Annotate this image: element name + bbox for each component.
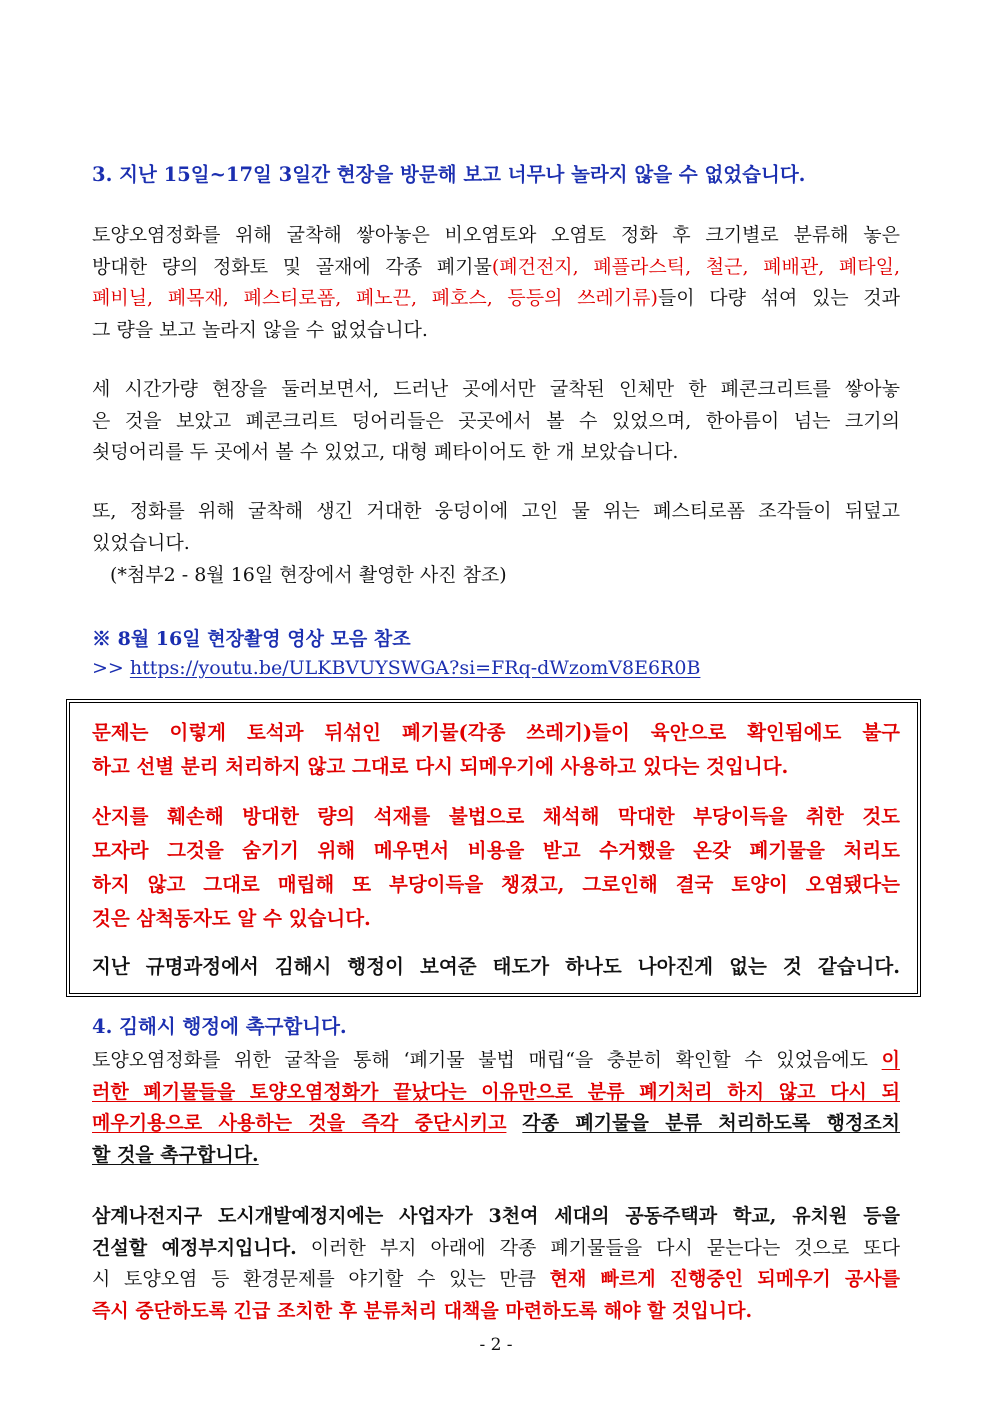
paragraph-line [92,283,900,315]
demand-text: 메우기용으로 사용하는 것을 즉각 중단시키고 [92,1112,507,1134]
box-paragraph-3 [92,950,900,984]
box-line: 것은 삼척동자도 알 수 있습니다. [92,907,371,930]
paragraph-line: 토양오염정화를 위해 굴착해 쌓아놓은 비오염토와 오염토 정화 후 크기별로 분류해 놓은 [92,224,900,246]
demand-text: 이 [881,1049,900,1071]
paragraph-text: 방대한 량의 정화토 및 골재에 각종 폐기물 [92,255,492,278]
paragraph-line: 또, 정화를 위해 굴착해 생긴 거대한 웅덩이에 고인 물 위는 폐스티로폼 조각들이 뒤덮고 [92,500,900,522]
link-prefix: >> [92,657,124,679]
paragraph-text: 이러한 부지 아래에 각종 폐기물들을 다시 묻는다는 것으로 또다 [296,1236,901,1259]
demand-text-black: 각종 폐기물을 분류 처리하도록 행정조치 [522,1112,901,1134]
paragraph-text: 토양오염정화를 위한 굴착을 통해 ‘폐기물 불법 매립“을 충분히 확인할 수 있었음에도 [92,1049,869,1071]
urgent-text: 현재 빠르게 진행중인 되메우기 공사를 [549,1268,901,1290]
box-line: 모자라 그것을 숨기기 위해 메우면서 비용을 받고 수거했을 온갖 폐기물을 처리도 [92,839,900,862]
paragraph-line [92,1264,900,1296]
section-3-paragraph-3 [92,496,900,559]
section-3-paragraph-2 [92,374,900,469]
section-4-paragraph-2 [92,1201,900,1327]
paragraph-line: 은 것을 보았고 폐콘크리트 덩어리들은 곳곳에서 볼 수 있었으며, 한아름이 넘는 크기의 [92,409,900,432]
paragraph-text-bold: 건설할 예정부지입니다. [92,1236,297,1259]
box-line: 지난 규명과정에서 김해시 행정이 보여준 태도가 하나도 나아진게 없는 것 같습니다. [92,955,900,978]
demand-text: 러한 폐기물들을 토양오염정화가 끝났다는 이유만으로 분류 폐기처리 하지 않고 다시 되 [92,1080,900,1103]
paragraph-line [92,1045,900,1077]
paragraph-line: 세 시간가량 현장을 둘러보면서, 드러난 곳에서만 굴착된 인체만 한 폐콘크리트를 쌓아놓 [92,378,900,400]
section-3-heading: 3. 지난 15일~17일 3일간 현장을 방문해 보고 너무나 놀라지 않을 수 없었습니다. [92,163,806,186]
waste-list-text: (폐건전지, 폐플라스틱, 철근, 폐배관, 폐타일, [491,255,900,278]
paragraph-line [92,1108,900,1140]
box-line: 산지를 훼손해 방대한 량의 석재를 불법으로 채석해 막대한 부당이득을 취한 것도 [92,805,900,828]
paragraph-text: 들이 다량 섞여 있는 것과 [657,287,900,309]
video-note: ※ 8월 16일 현장촬영 영상 모음 참조 [92,628,411,650]
box-line: 문제는 이렇게 토석과 뒤섞인 폐기물(각종 쓰레기)들이 육안으로 확인됨에도 불구 [92,721,900,744]
demand-text-black: 할 것을 촉구합니다. [92,1143,259,1166]
page-number: - 2 - [479,1335,513,1355]
box-line: 하지 않고 그대로 매립해 또 부당이득을 챙겼고, 그로인해 결국 토양이 오염됐다는 [92,873,900,896]
box-line: 하고 선별 분리 처리하지 않고 그대로 다시 되메우기에 사용하고 있다는 것입니다. [92,755,789,778]
waste-list-text: 폐비닐, 폐목재, 폐스티로폼, 폐노끈, 폐호스, 등등의 쓰레기류) [92,287,658,309]
youtube-link[interactable]: https://youtu.be/ULKBVUYSWGA?si=FRq-dWzomV8E6R0B [129,657,701,679]
paragraph-line: 있었습니다. [92,531,190,554]
video-link-row [92,657,700,679]
section-3-paragraph-1 [92,220,900,346]
paragraph-text: 시 토양오염 등 환경문제를 야기할 수 있는 만큼 [92,1268,550,1290]
urgent-text: 즉시 중단하도록 긴급 조치한 후 분류처리 대책을 마련하도록 해야 할 것입니다. [92,1299,753,1322]
paragraph-line: 그 량을 보고 놀라지 않을 수 없었습니다. [92,318,428,341]
section-4-heading: 4. 김해시 행정에 촉구합니다. [92,1015,347,1038]
paragraph-line [92,252,900,284]
box-paragraph-2 [92,800,900,936]
paragraph-line: 삼계나전지구 도시개발예정지에는 사업자가 3천여 세대의 공동주택과 학교, 유치원 등을 [92,1205,900,1227]
attachment-reference: (*첨부2 - 8월 16일 현장에서 촬영한 사진 참조) [110,564,507,586]
paragraph-line [92,1233,900,1265]
section-4-paragraph-1 [92,1045,900,1171]
paragraph-line: 쇳덩어리를 두 곳에서 볼 수 있었고, 대형 폐타이어도 한 개 보았습니다. [92,441,679,463]
box-paragraph-1 [92,716,900,784]
